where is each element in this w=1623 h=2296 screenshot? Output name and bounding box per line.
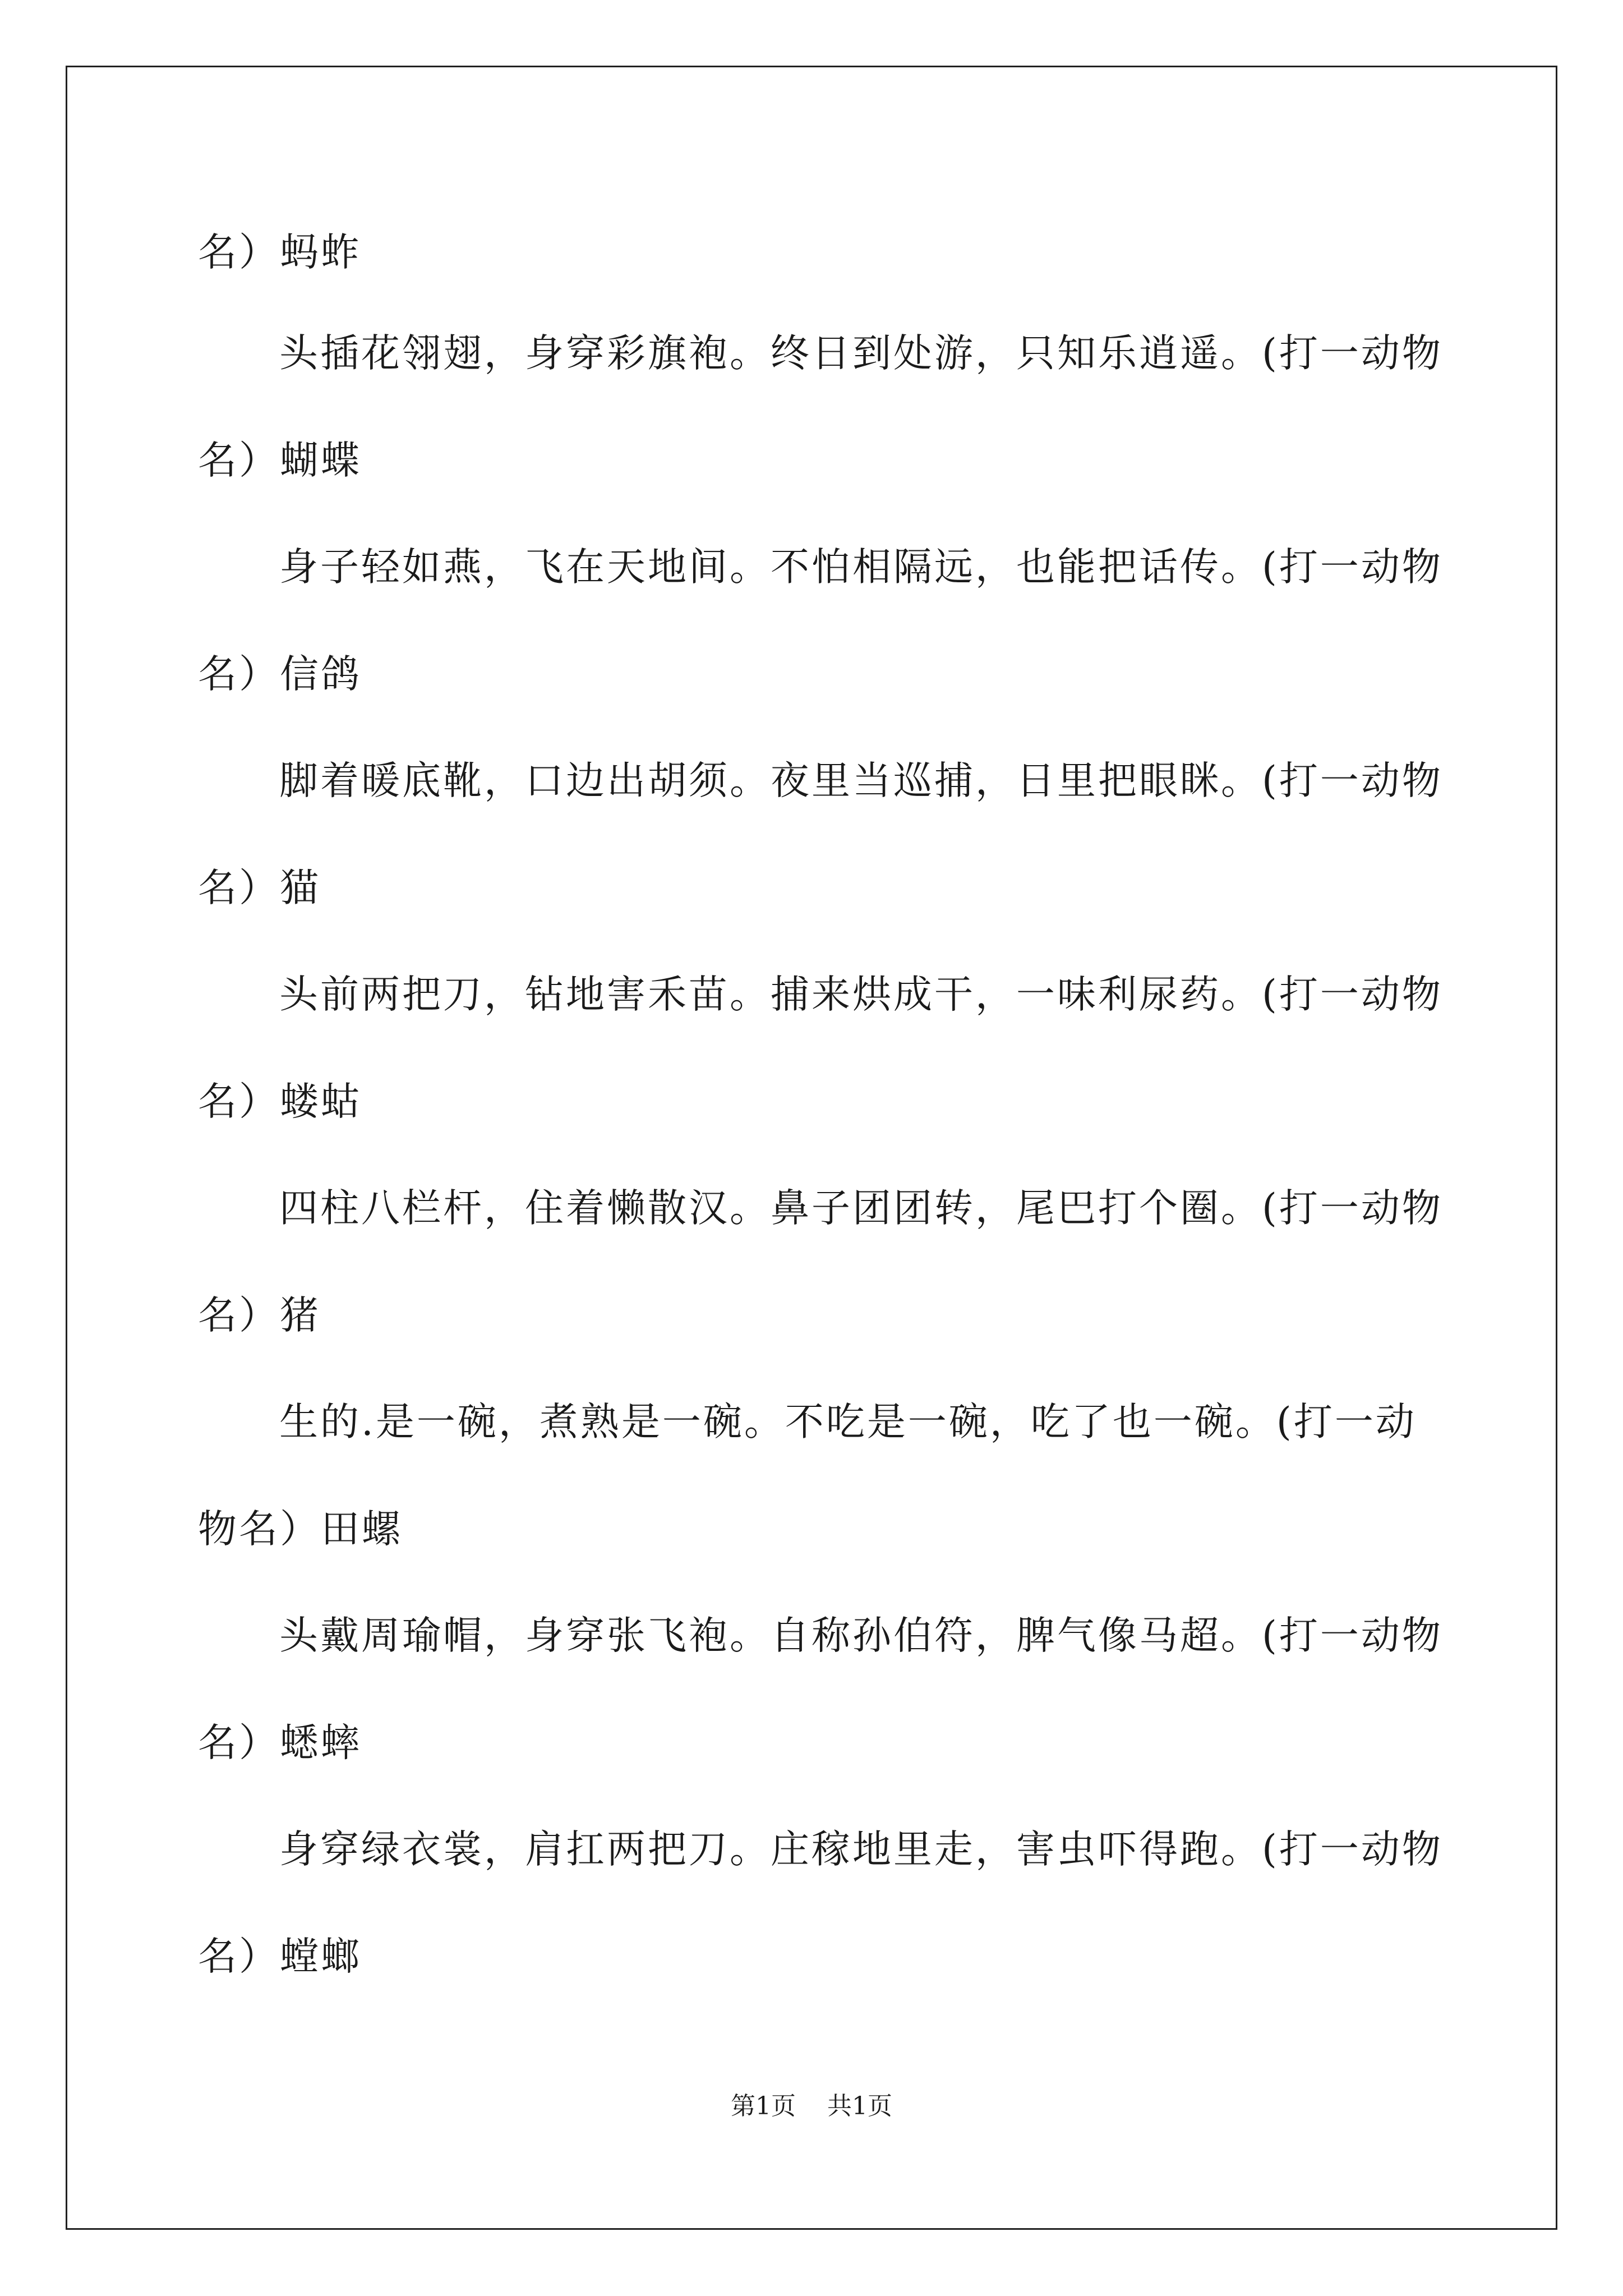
text-line: 名）猫 <box>198 866 321 910</box>
text-line: 名）蟋蟀 <box>198 1720 362 1765</box>
text-line: 头插花翎翅，身穿彩旗袍。终日到处游，只知乐逍遥。(打一动物 <box>279 331 1443 376</box>
text-line: 名）螳螂 <box>198 1934 362 1979</box>
text-line: 物名）田螺 <box>198 1507 403 1552</box>
page-number: 第1页 <box>731 2092 796 2120</box>
page-border <box>66 66 1557 2230</box>
text-line: 四柱八栏杆，住着懒散汉。鼻子团团转，尾巴打个圈。(打一动物 <box>279 1186 1443 1231</box>
page-total: 共1页 <box>827 2092 892 2120</box>
page-footer <box>0 2091 1623 2122</box>
text-line: 头戴周瑜帽，身穿张飞袍。自称孙伯符，脾气像马超。(打一动物 <box>279 1613 1443 1658</box>
text-line: 名）蚂蚱 <box>198 230 362 275</box>
text-line: 身穿绿衣裳，肩扛两把刀。庄稼地里走，害虫吓得跑。(打一动物 <box>279 1827 1443 1872</box>
text-line: 名）信鸽 <box>198 652 362 697</box>
text-line: 脚着暖底靴，口边出胡须。夜里当巡捕，日里把眼眯。(打一动物 <box>279 758 1443 803</box>
text-line: 生的.是一碗，煮熟是一碗。不吃是一碗，吃了也一碗。(打一动 <box>279 1400 1417 1444</box>
text-line: 名）猪 <box>198 1293 321 1338</box>
text-line: 名）蝴蝶 <box>198 438 362 483</box>
text-line: 身子轻如燕，飞在天地间。不怕相隔远，也能把话传。(打一动物 <box>279 545 1443 590</box>
text-line: 名）蝼蛄 <box>198 1079 362 1124</box>
text-line: 头前两把刀，钻地害禾苗。捕来烘成干，一味利尿药。(打一动物 <box>279 972 1443 1017</box>
